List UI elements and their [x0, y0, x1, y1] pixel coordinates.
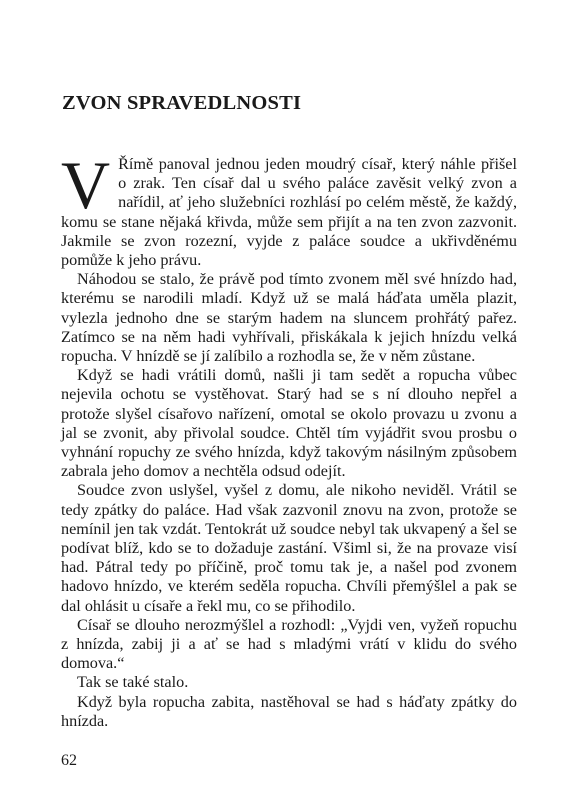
- page-number: 62: [61, 752, 77, 769]
- chapter-title: ZVON SPRAVEDLNOSTI: [62, 92, 302, 114]
- paragraph-7: Když byla ropucha zabita, nastěhoval se had s háďaty zpátky do hnízda.: [61, 692, 517, 730]
- story-text: [61, 147, 517, 731]
- drop-cap: V: [61, 147, 111, 223]
- paragraph-1-text: Římě panoval jednou jeden moudrý císař, který náhle přišel o zrak. Ten císař dal u svého paláce zavěsit velký zvon a nařídil, ať jeho služebníci rozhlásí po celém městě, že každý, komu se stane nějaká křivda, může sem přijít a na ten zvon zazvonit. Jakmile se zvon rozezní, vyjde z paláce soudce a ukřivděnému pomůže k jeho právu.: [61, 155, 517, 270]
- paragraph-3: Když se hadi vrátili domů, našli ji tam sedět a ropucha vůbec nejevila ochotu se vystěhovat. Starý had se s ní dlouho nepřel a protože slyšel císařovo nařízení, omotal se okolo provazu u zvonu a jal se zvonit, aby přivolal soudce. Chtěl tím vyjádřit svou prosbu o vyhnání ropuchy ze svého hnízda, když takovým násilným způsobem zabrala jeho domov a nechtěla odsud odejít.: [61, 366, 517, 481]
- paragraph-2: Náhodou se stalo, že právě pod tímto zvonem měl své hnízdo had, kterému se narodili mladí. Když už se malá háďata uměla plazit, vylezla jednoho dne se starým hadem na sluncem prohřátý pařez. Zatímco se na něm hadi vyhřívali, přiskákala k jejich hnízdu velká ropucha. V hnízdě se jí zalíbilo a rozhodla se, že v něm zůstane.: [61, 270, 517, 366]
- paragraph-1: [61, 147, 517, 270]
- paragraph-5: Císař se dlouho nerozmýšlel a rozhodl: „Vyjdi ven, vyžeň ropuchu z hnízda, zabij ji a ať se had s mladými vrátí v klidu do svého domova.“: [61, 615, 517, 673]
- paragraph-6: Tak se také stalo.: [77, 673, 189, 692]
- paragraph-4: Soudce zvon uslyšel, vyšel z domu, ale nikoho neviděl. Vrátil se tedy zpátky do paláce. Had však zazvonil znovu na zvon, protože se nemínil jen tak vzdát. Tentokrát už soudce nebyl tak ukvapený a šel se podívat blíž, kdo se to dožaduje zastání. Všiml si, že na provaze visí had. Pátral tedy po příčině, proč tomu tak je, a našel pod zvonem hadovo hnízdo, ve kterém seděla ropucha. Chvíli přemýšlel a pak se dal ohlásit u císaře a řekl mu, co se přihodilo.: [61, 481, 517, 615]
